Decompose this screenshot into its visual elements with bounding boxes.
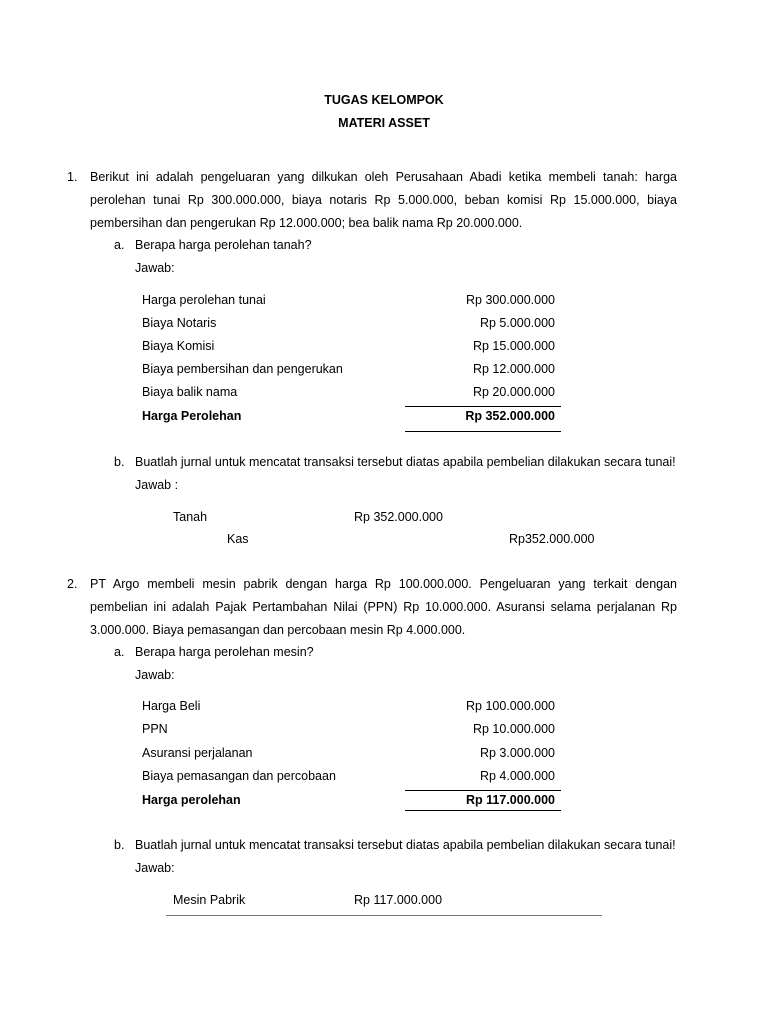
q1-row-label: Biaya Notaris [142,316,217,330]
q1-row-label: Harga perolehan tunai [142,293,266,307]
q2-row-label: Asuransi perjalanan [142,746,253,760]
question-1-number: 1. [67,170,78,184]
q2-total-label: Harga perolehan [142,793,241,807]
q1-journal-credit-account: Kas [227,532,249,546]
question-1b-marker: b. [114,455,125,469]
q1-total-value: Rp 352.000.000 [465,409,555,423]
q2-sum-rule-top [405,790,561,791]
q2-sum-rule-bottom [405,810,561,811]
question-1b-text: Buatlah jurnal untuk mencatat transaksi tersebut diatas apabila pembelian dilakukan secara tunai! [135,455,676,469]
q1-row-value: Rp 5.000.000 [479,316,555,330]
question-2a-text: Berapa harga perolehan mesin? [135,645,314,659]
q1-row-label: Biaya balik nama [142,385,238,399]
q2-total-value: Rp 117.000.000 [466,793,555,807]
q2-row-value: Rp 3.000.000 [479,746,555,760]
question-1-text: Berikut ini adalah pengeluaran yang dilkukan oleh Perusahaan Abadi ketika membeli tanah: harga perolehan tunai Rp 300.000.000, biaya notaris Rp 5.000.000, beban komisi Rp 15.000.000, biaya pembersihan dan pengerukan Rp 12.000.000; bea balik nama Rp 20.000.000. [90,170,677,230]
question-2a-marker: a. [114,645,125,659]
question-2-text: PT Argo membeli mesin pabrik dengan harga Rp 100.000.000. Pengeluaran yang terkait dengan pembelian ini adalah Pajak Pertambahan Nilai (PPN) Rp 10.000.000. Asuransi selama perjalanan Rp 3.000.000. Biaya pemasangan dan percobaan mesin Rp 4.000.000. [90,577,677,637]
document-title: TUGAS KELOMPOK [324,93,444,107]
q1-journal-credit-value: Rp352.000.000 [509,532,595,546]
question-1a-text: Berapa harga perolehan tanah? [135,238,312,252]
question-2a-answer-label: Jawab: [135,668,175,682]
q2-row-value: Rp 100.000.000 [466,699,555,713]
q1-row-value: Rp 300.000.000 [466,293,555,307]
question-1b-answer-label: Jawab : [135,478,179,492]
q1-row-value: Rp 20.000.000 [472,385,555,399]
question-2b-marker: b. [114,838,125,852]
question-2-number: 2. [67,577,78,591]
q2-row-value: Rp 4.000.000 [479,769,555,783]
q1-row-value: Rp 12.000.000 [472,362,555,376]
q1-sum-rule-bottom [405,431,561,432]
q2-row-label: Biaya pemasangan dan percobaan [142,769,336,783]
q1-row-label: Biaya pembersihan dan pengerukan [142,362,343,376]
q2-journal-debit-account: Mesin Pabrik [173,893,246,907]
q2-journal-debit-value: Rp 117.000.000 [354,893,443,907]
q1-row-value: Rp 15.000.000 [472,339,555,353]
question-1a-marker: a. [114,238,125,252]
question-2b-answer-label: Jawab: [135,861,175,875]
question-2b-text: Buatlah jurnal untuk mencatat transaksi tersebut diatas apabila pembelian dilakukan secara tunai! [135,838,676,852]
q1-row-label: Biaya Komisi [142,339,215,353]
q1-sum-rule-top [405,406,561,407]
q1-total-label: Harga Perolehan [142,409,242,423]
q2-row-label: Harga Beli [142,699,201,713]
q2-journal-underline [166,915,602,916]
q2-row-value: Rp 10.000.000 [472,722,555,736]
q1-journal-debit-account: Tanah [173,510,208,524]
q1-journal-debit-value: Rp 352.000.000 [354,510,443,524]
document-subtitle: MATERI ASSET [338,116,430,130]
q2-row-label: PPN [142,722,168,736]
question-1a-answer-label: Jawab: [135,261,175,275]
